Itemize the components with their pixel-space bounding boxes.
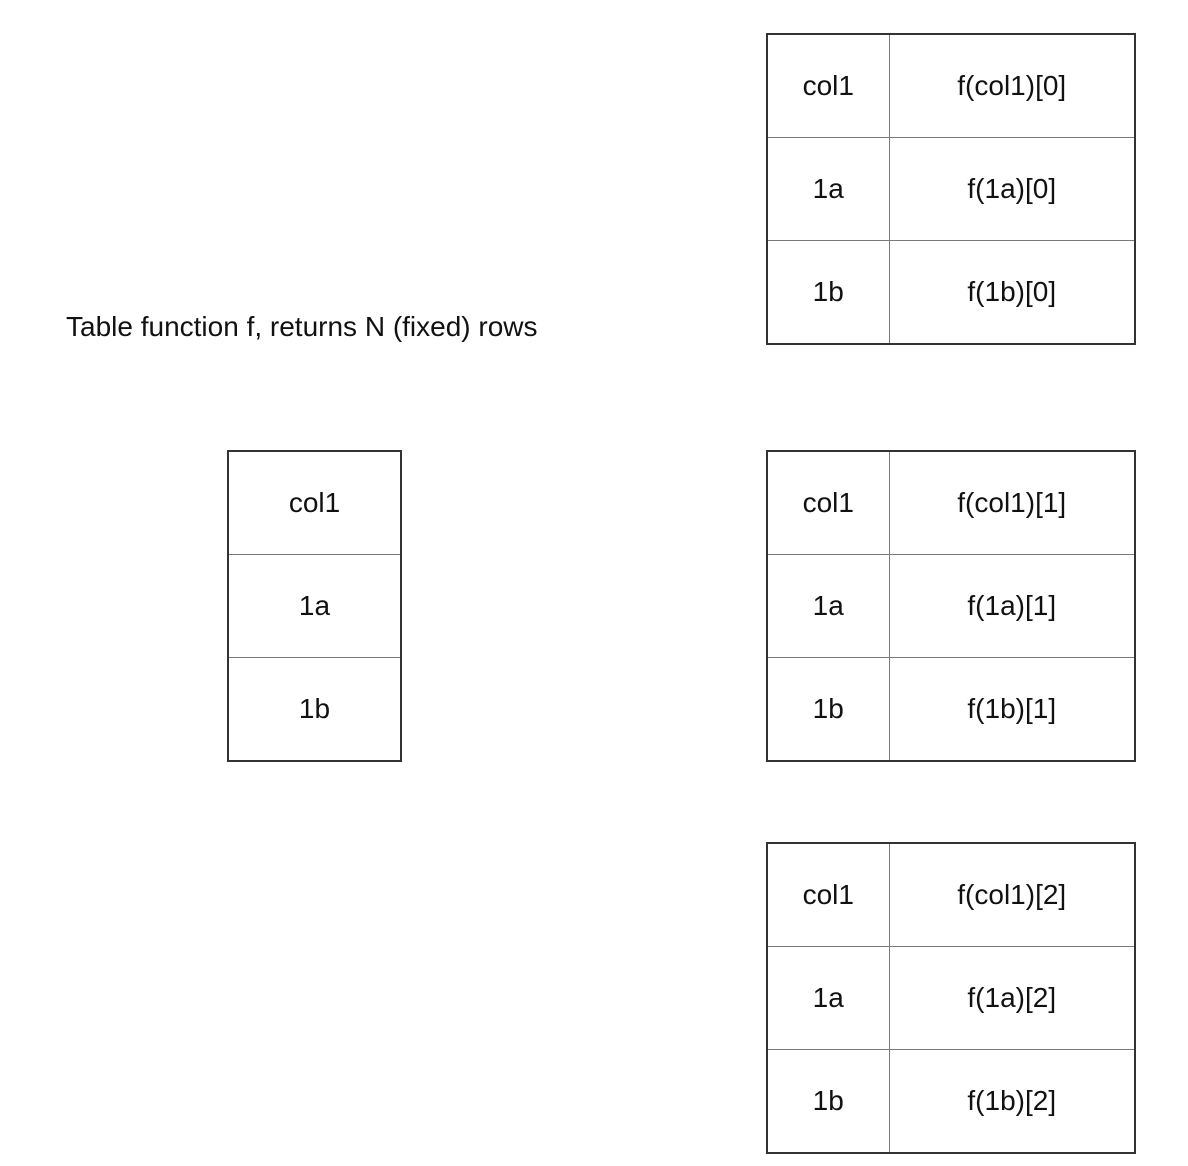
table-cell: f(col1)[0] (889, 34, 1135, 138)
output-table-2 (766, 842, 1136, 1154)
table-row (228, 555, 401, 658)
table-row (767, 555, 1135, 658)
table-cell: f(1a)[2] (889, 947, 1135, 1050)
table-cell: f(1b)[1] (889, 658, 1135, 762)
table-row (767, 947, 1135, 1050)
output-table-1 (766, 450, 1136, 762)
input-table (227, 450, 402, 762)
table-cell: f(1b)[2] (889, 1050, 1135, 1154)
table-row (767, 138, 1135, 241)
table-cell: 1b (767, 241, 889, 345)
table-row (767, 451, 1135, 555)
table-cell: f(col1)[2] (889, 843, 1135, 947)
table-cell: f(1a)[0] (889, 138, 1135, 241)
table-row (767, 843, 1135, 947)
table-row (767, 34, 1135, 138)
table-cell: col1 (767, 451, 889, 555)
table-cell: 1b (228, 658, 401, 762)
table-cell: f(col1)[1] (889, 451, 1135, 555)
table-cell: f(1b)[0] (889, 241, 1135, 345)
table-cell: 1a (767, 555, 889, 658)
table-cell: col1 (767, 843, 889, 947)
table-cell: f(1a)[1] (889, 555, 1135, 658)
table-cell: 1b (767, 658, 889, 762)
output-table-0 (766, 33, 1136, 345)
table-cell: 1a (767, 947, 889, 1050)
table-row (767, 1050, 1135, 1154)
diagram-caption: Table function f, returns N (fixed) rows (66, 311, 538, 342)
table-cell: col1 (228, 451, 401, 555)
table-row (767, 658, 1135, 762)
table-row (228, 658, 401, 762)
table-cell: 1b (767, 1050, 889, 1154)
table-row (228, 451, 401, 555)
table-cell: 1a (228, 555, 401, 658)
table-row (767, 241, 1135, 345)
table-cell: col1 (767, 34, 889, 138)
table-cell: 1a (767, 138, 889, 241)
